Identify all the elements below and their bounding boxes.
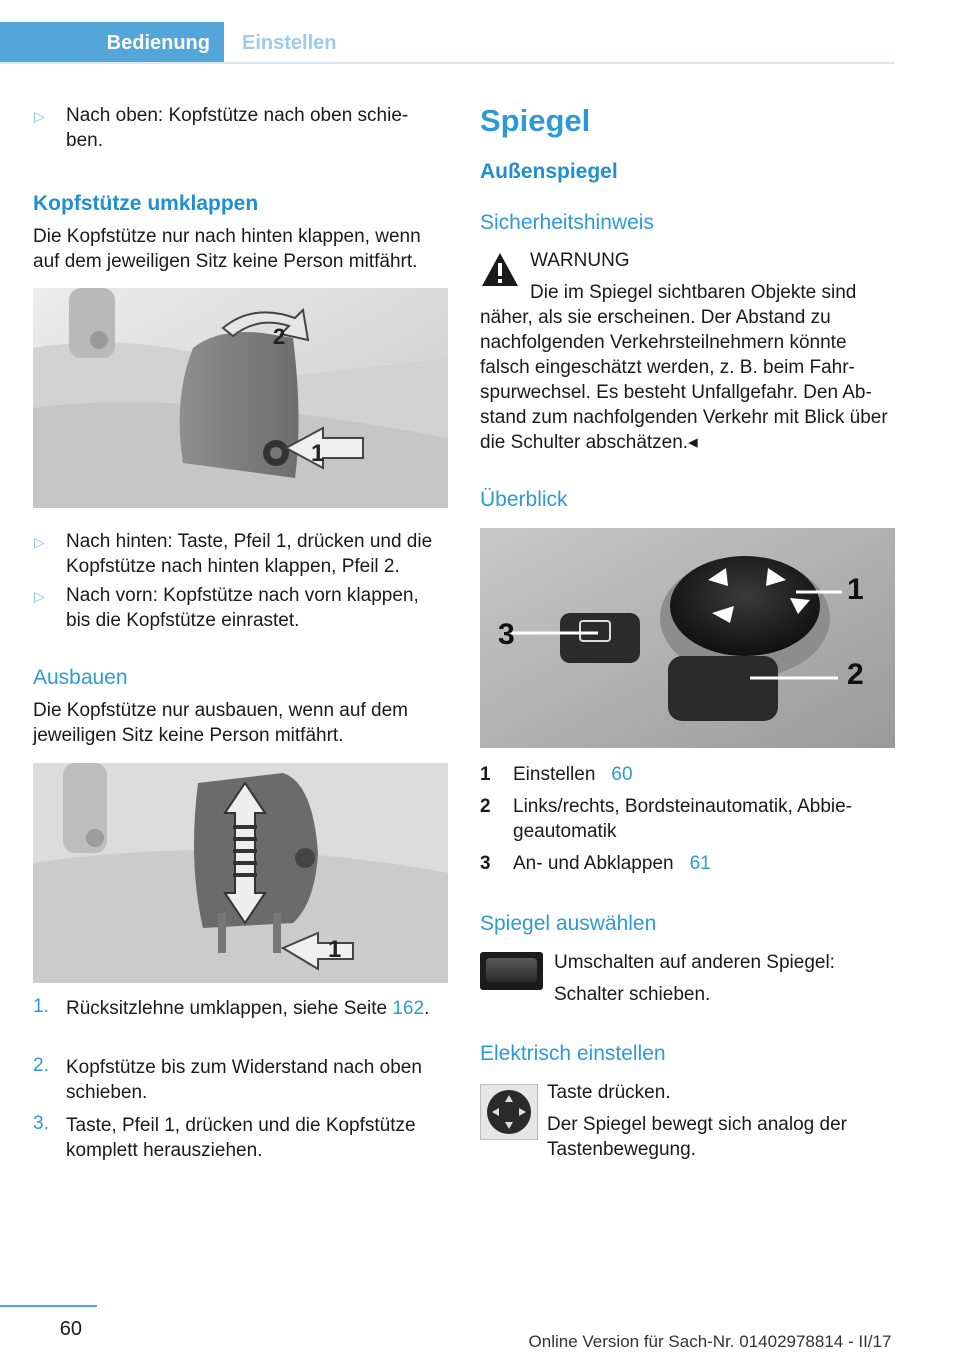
step-number: 1. <box>33 996 49 1017</box>
fig3-label-3: 3 <box>498 618 515 651</box>
fig3-label-2: 2 <box>847 658 864 691</box>
page-link-61[interactable]: 61 <box>689 853 711 874</box>
legend-item-2: Links/rechts, Bordsteinautomatik, Abbie-geautomatik <box>513 796 853 842</box>
mirror-adjust-button-icon <box>480 1084 538 1140</box>
warning-triangle-icon <box>480 250 520 290</box>
legend-item-1-label: Einstellen <box>513 764 596 785</box>
heading-elektrisch-einstellen: Elektrisch einstellen <box>480 1042 666 1065</box>
bullet-nach-oben: Nach oben: Kopfstütze nach oben schie- ben. <box>66 105 409 151</box>
bullet-triangle-icon: ▷ <box>34 534 45 550</box>
warning-label: WARNUNG <box>530 250 630 271</box>
warning-text-first: Die im Spiegel sichtbaren Objekte sind <box>530 282 857 303</box>
legend-number: 3 <box>480 853 491 874</box>
step-3-text: Taste, Pfeil 1, drücken und die Kopfstütze komplett herausziehen. <box>66 1115 416 1161</box>
step-2-text: Kopfstütze bis zum Widerstand nach oben schieben. <box>66 1057 422 1103</box>
step-number: 2. <box>33 1055 49 1076</box>
page-title-spiegel: Spiegel <box>480 103 591 138</box>
legend-number: 2 <box>480 796 491 817</box>
heading-aussenspiegel: Außenspiegel <box>480 160 618 183</box>
online-version-note: Online Version für Sach-Nr. 01402978814 - II/17 <box>528 1332 892 1351</box>
heading-kopfstuetze-umklappen: Kopfstütze umklappen <box>33 192 259 215</box>
footer-divider <box>0 1305 97 1307</box>
mirror-switch-illustration <box>480 528 895 748</box>
auswaehlen-text-2: Schalter schieben. <box>554 984 711 1005</box>
step-1-suffix: . <box>424 998 430 1019</box>
legend-item-3 <box>513 851 711 876</box>
figure-mirror-switch <box>480 528 895 748</box>
page-number: 60 <box>59 1318 82 1340</box>
figure-headrest-fold <box>33 288 448 508</box>
legend-item-1 <box>513 762 633 787</box>
fig1-label-2: 2 <box>273 324 286 349</box>
fig1-label-1: 1 <box>311 440 325 467</box>
elektrisch-text-2: Der Spiegel bewegt sich analog der Tastenbewegung. <box>547 1114 847 1160</box>
heading-ausbauen: Ausbauen <box>33 666 128 689</box>
step-number: 3. <box>33 1113 49 1134</box>
bullet-nach-vorn: Nach vorn: Kopfstütze nach vorn klappen, bis die Kopfstütze einrastet. <box>66 585 419 631</box>
fig2-label-1: 1 <box>328 936 342 963</box>
page-link-162[interactable]: 162 <box>392 998 425 1019</box>
elektrisch-text-1: Taste drücken. <box>547 1082 671 1103</box>
warning-text-rest: näher, als sie erscheinen. Der Abstand zu nachfolgenden Verkehrsteilnehmern könnte falsch eingeschätzt werden, z. B. beim Fahr-spurwechsel. Es besteht Unfallgefahr. Den Ab-stand zum nachfolgenden Verkehr mit Blick über die Schulter abschätzen.◂ <box>480 307 888 453</box>
figure-headrest-remove <box>33 763 448 983</box>
para-umklappen: Die Kopfstütze nur nach hinten klappen, wenn auf dem jeweiligen Sitz keine Person mitfährt. <box>33 226 421 272</box>
para-ausbauen: Die Kopfstütze nur ausbauen, wenn auf dem jeweiligen Sitz keine Person mitfährt. <box>33 700 408 746</box>
headrest-remove-illustration <box>33 763 448 983</box>
page-link-60[interactable]: 60 <box>611 764 633 785</box>
tab-einstellen[interactable]: Einstellen <box>242 32 337 54</box>
heading-sicherheitshinweis: Sicherheitshinweis <box>480 211 654 234</box>
mirror-select-switch-icon <box>480 952 543 990</box>
auswaehlen-text-1: Umschalten auf anderen Spiegel: <box>554 952 835 973</box>
tab-bedienung[interactable]: Bedienung <box>0 22 224 62</box>
bullet-triangle-icon: ▷ <box>34 588 45 604</box>
bullet-nach-hinten: Nach hinten: Taste, Pfeil 1, drücken und die Kopfstütze nach hinten klappen, Pfeil 2. <box>66 531 433 577</box>
heading-spiegel-auswaehlen: Spiegel auswählen <box>480 912 657 935</box>
step-1-text <box>66 996 436 1021</box>
legend-number: 1 <box>480 764 491 785</box>
heading-ueberblick: Überblick <box>480 488 568 511</box>
step-1-label: Rücksitzlehne umklappen, siehe Seite <box>66 998 393 1019</box>
headrest-fold-illustration <box>33 288 448 508</box>
legend-item-3-label: An- und Abklappen <box>513 853 674 874</box>
bullet-triangle-icon: ▷ <box>34 108 45 124</box>
fig3-label-1: 1 <box>847 573 864 606</box>
